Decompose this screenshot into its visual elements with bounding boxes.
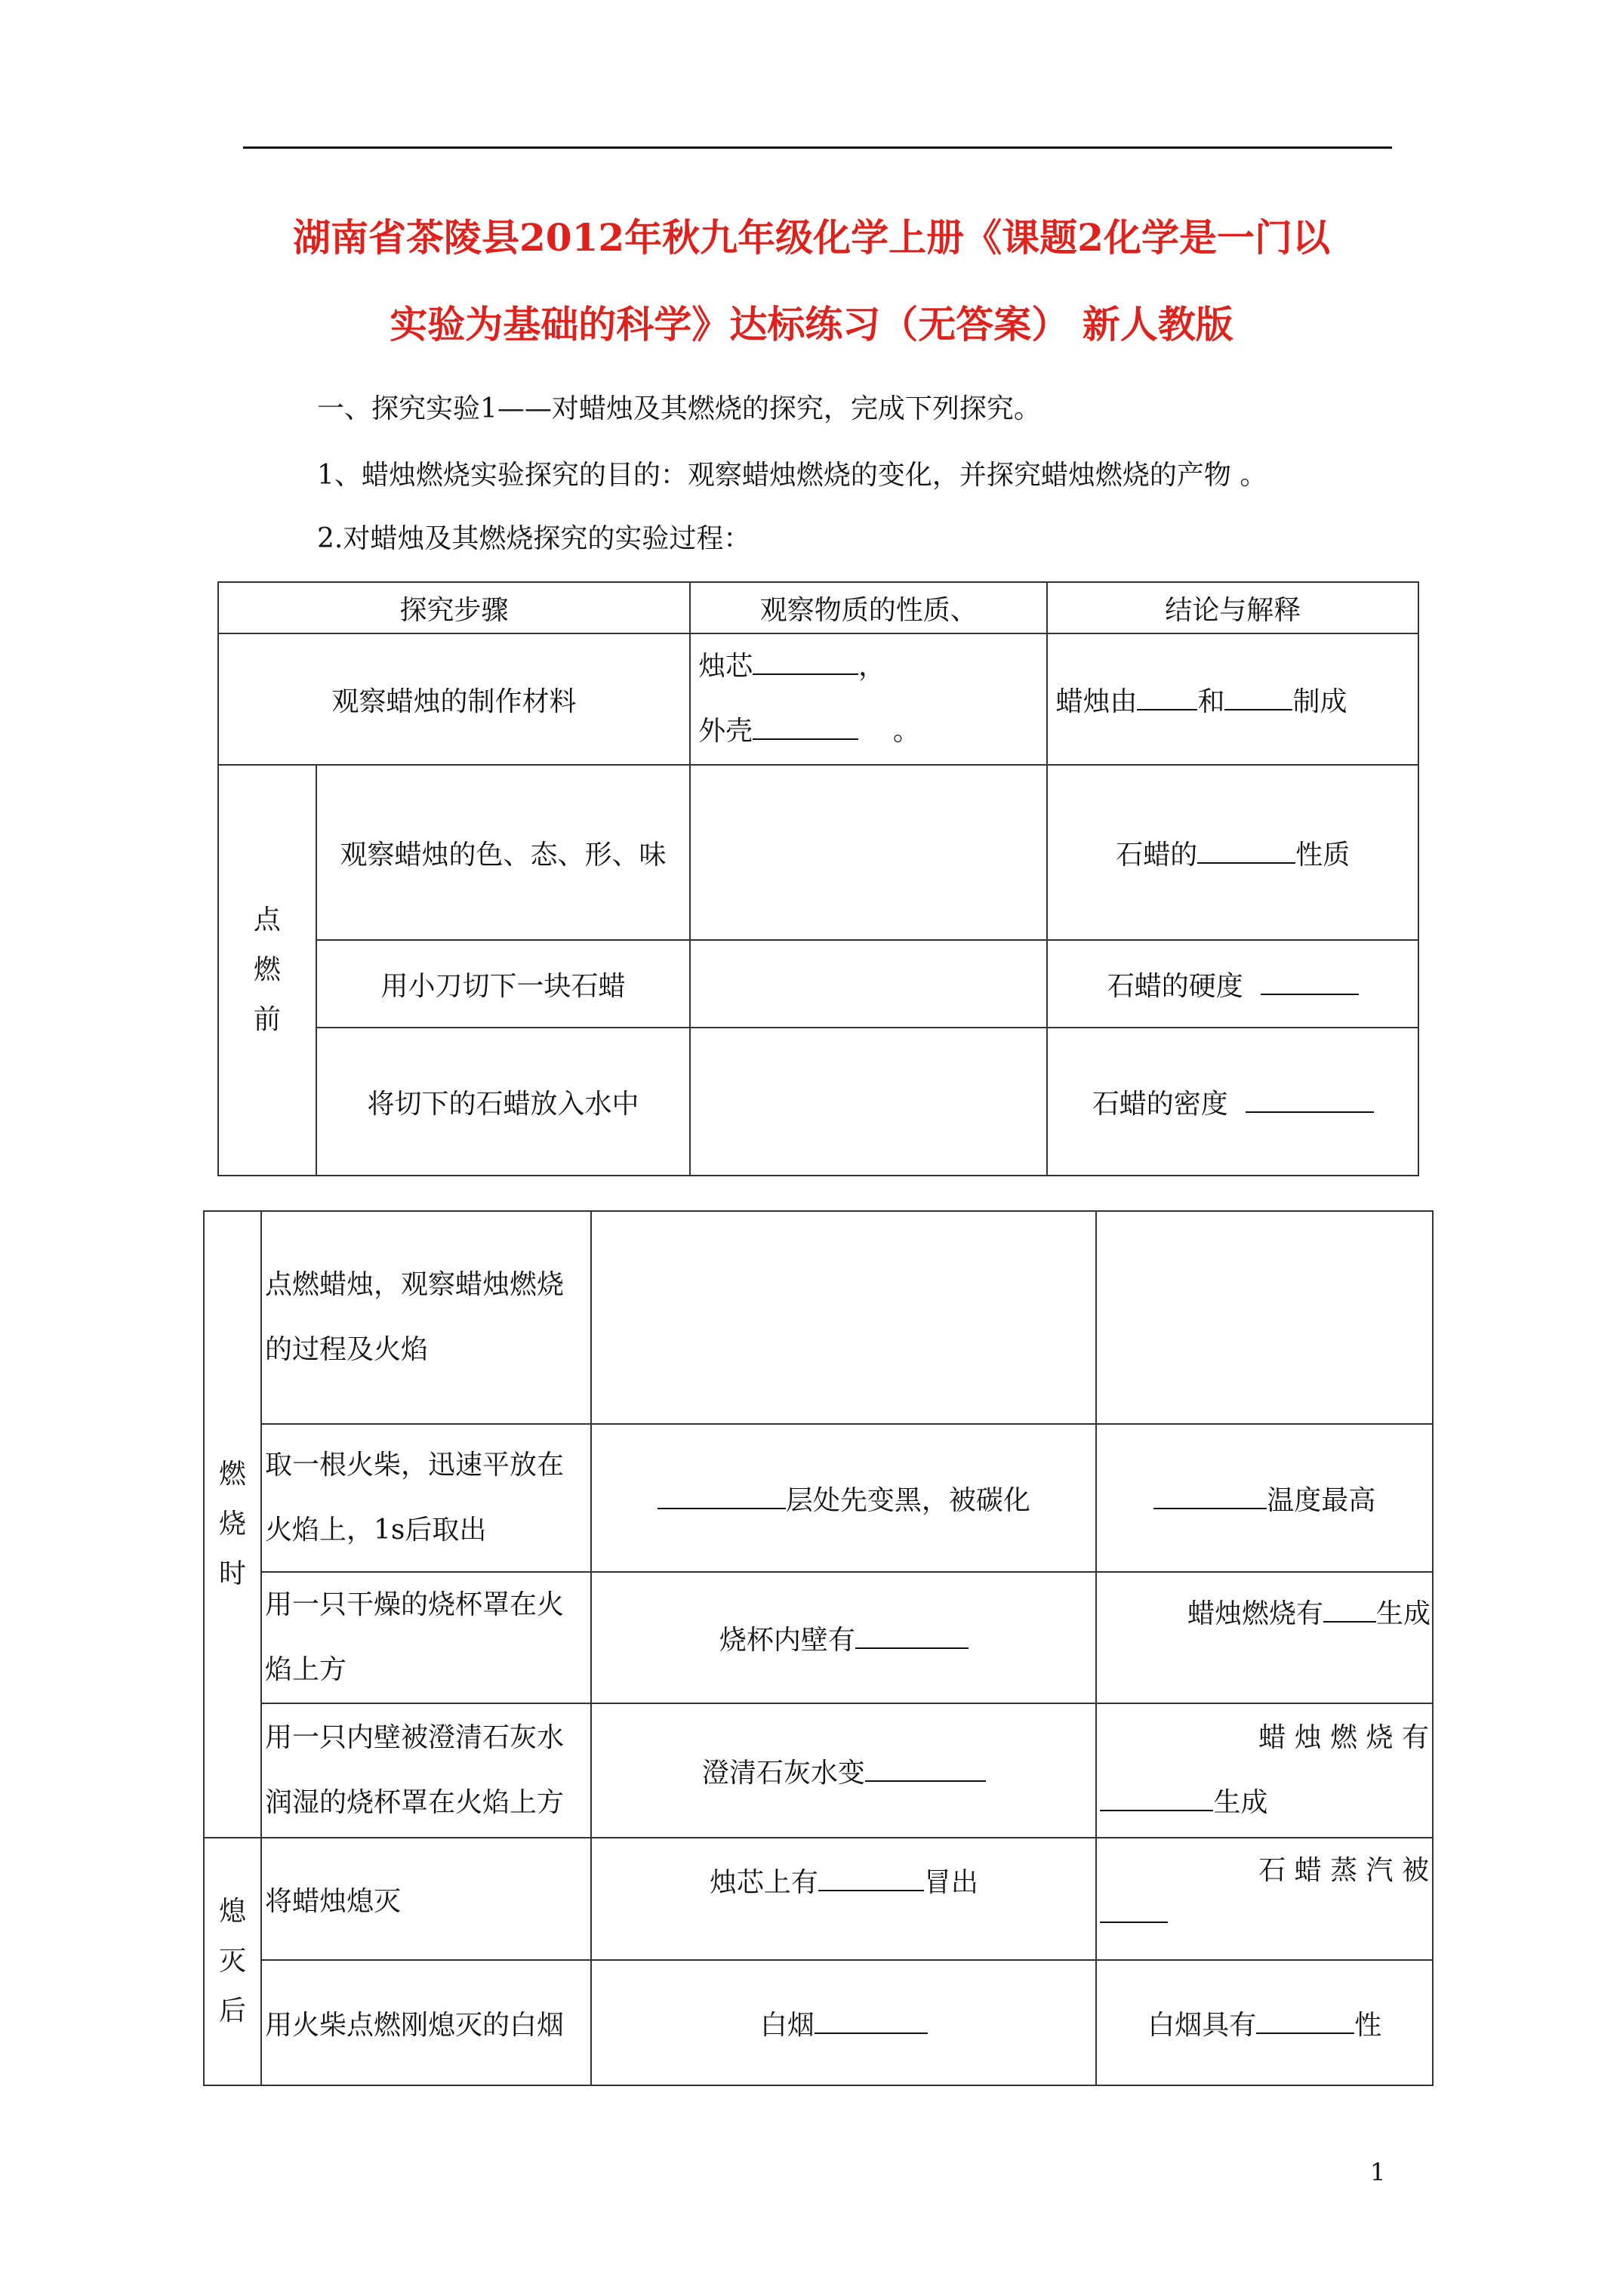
group-label-while-burning bbox=[204, 1211, 261, 1838]
concl-white-smoke bbox=[1096, 1960, 1433, 2085]
group-char: 燃 bbox=[253, 954, 281, 985]
obs-material bbox=[690, 633, 1047, 765]
concl-text: 温度最高 bbox=[1267, 1484, 1376, 1516]
concl-text: 蜡烛燃烧有 bbox=[1187, 1598, 1323, 1629]
obs-appearance[interactable] bbox=[690, 765, 1047, 940]
concl-text: 生成 bbox=[1213, 1787, 1268, 1818]
concl-density bbox=[1047, 1028, 1418, 1176]
table1-row-material bbox=[218, 633, 1418, 765]
concl-material bbox=[1047, 633, 1418, 765]
group-label-before-lighting bbox=[218, 765, 316, 1176]
concl-line: 蜡 烛 燃 烧 有 bbox=[1258, 1722, 1429, 1753]
answer-blank[interactable] bbox=[865, 1755, 986, 1782]
step-flame bbox=[261, 1211, 591, 1424]
answer-blank[interactable] bbox=[855, 1622, 969, 1649]
step-line: 润湿的烧杯罩在火焰上方 bbox=[264, 1787, 564, 1818]
concl-text: 性 bbox=[1354, 2009, 1382, 2041]
group-char: 前 bbox=[253, 1004, 281, 1035]
step-white-smoke: 用火柴点燃刚熄灭的白烟 bbox=[261, 1960, 591, 2085]
step-dry-beaker bbox=[261, 1572, 591, 1703]
concl-text: 生成 bbox=[1375, 1598, 1431, 1629]
concl-line: 石 蜡 蒸 汽 被 bbox=[1258, 1855, 1429, 1886]
group-label-after-extinguish bbox=[204, 1838, 261, 2085]
step-line: 焰上方 bbox=[264, 1654, 346, 1685]
header-steps: 探究步骤 bbox=[218, 582, 690, 633]
intro-paragraph-3: 2.对蜡烛及其燃烧探究的实验过程： bbox=[317, 523, 751, 554]
concl-flame[interactable] bbox=[1096, 1211, 1433, 1424]
group-char: 后 bbox=[218, 1996, 246, 2026]
step-density: 将切下的石蜡放入水中 bbox=[316, 1028, 690, 1176]
concl-text: 性质 bbox=[1295, 839, 1350, 871]
answer-blank[interactable] bbox=[753, 713, 858, 740]
obs-flame[interactable] bbox=[591, 1211, 1096, 1424]
obs-match bbox=[591, 1424, 1096, 1572]
obs-shell-label: 外壳 bbox=[698, 716, 753, 747]
step-line: 的过程及火焰 bbox=[264, 1334, 428, 1365]
concl-limewater bbox=[1096, 1703, 1433, 1838]
concl-appearance bbox=[1047, 765, 1418, 940]
obs-wick-line bbox=[698, 634, 1039, 699]
table1-row-appearance bbox=[218, 765, 1418, 940]
group-char: 熄 bbox=[218, 1896, 246, 1927]
table2-row-limewater bbox=[204, 1703, 1433, 1838]
intro-paragraph-1: 一、探究实验1——对蜡烛及其燃烧的探究，完成下列探究。 bbox=[317, 393, 1041, 424]
table1-row-density bbox=[218, 1028, 1418, 1176]
obs-shell-line bbox=[698, 699, 1039, 764]
table2-row-flame bbox=[204, 1211, 1433, 1424]
obs-wick-label: 烛芯 bbox=[698, 651, 753, 682]
page-number: 1 bbox=[1370, 2158, 1386, 2187]
step-line: 火焰上，1s后取出 bbox=[264, 1515, 487, 1546]
step-extinguish: 将蜡烛熄灭 bbox=[261, 1838, 591, 1960]
intro-paragraph-2: 1、蜡烛燃烧实验探究的目的：观察蜡烛燃烧的变化，并探究蜡烛燃烧的产物 。 bbox=[317, 460, 1267, 491]
answer-blank[interactable] bbox=[818, 1864, 924, 1891]
concl-dry-beaker bbox=[1096, 1572, 1433, 1703]
obs-text: 冒出 bbox=[923, 1867, 978, 1898]
obs-limewater bbox=[591, 1703, 1096, 1838]
concl-text: 石蜡的密度 bbox=[1092, 1088, 1228, 1120]
obs-text: 白烟 bbox=[759, 2009, 815, 2041]
experiment-table-2 bbox=[203, 1210, 1434, 2086]
answer-blank[interactable] bbox=[1100, 1784, 1213, 1811]
table2-row-extinguish bbox=[204, 1838, 1433, 1960]
table1-row-hardness bbox=[218, 940, 1418, 1028]
answer-blank[interactable] bbox=[1224, 683, 1292, 710]
answer-blank[interactable] bbox=[1261, 968, 1359, 995]
step-material: 观察蜡烛的制作材料 bbox=[218, 633, 690, 765]
obs-density[interactable] bbox=[690, 1028, 1047, 1176]
doc-title-line1: 湖南省茶陵县2012年秋九年级化学上册《课题2化学是一门以 bbox=[293, 215, 1330, 260]
obs-white-smoke bbox=[591, 1960, 1096, 2085]
step-line: 用一只内壁被澄清石灰水 bbox=[264, 1722, 564, 1753]
answer-blank[interactable] bbox=[1197, 837, 1295, 864]
group-char: 烧 bbox=[218, 1509, 246, 1539]
group-char: 时 bbox=[218, 1558, 246, 1589]
table2-row-dry-beaker bbox=[204, 1572, 1433, 1703]
header-conclusion: 结论与解释 bbox=[1047, 582, 1418, 633]
obs-dry-beaker bbox=[591, 1572, 1096, 1703]
group-char: 灭 bbox=[218, 1946, 246, 1977]
concl-text: 制成 bbox=[1292, 686, 1347, 717]
step-match bbox=[261, 1424, 591, 1572]
step-line: 点燃蜡烛，观察蜡烛燃烧 bbox=[264, 1269, 564, 1300]
answer-blank[interactable] bbox=[1137, 683, 1197, 710]
group-char: 燃 bbox=[218, 1459, 246, 1490]
concl-text: 石蜡的硬度 bbox=[1107, 970, 1243, 1002]
obs-text: 澄清石灰水变 bbox=[701, 1757, 865, 1789]
header-observation: 观察物质的性质、 bbox=[690, 582, 1047, 633]
step-limewater bbox=[261, 1703, 591, 1838]
obs-wick-end: ， bbox=[858, 651, 886, 682]
obs-shell-end: 。 bbox=[892, 716, 920, 747]
step-hardness: 用小刀切下一块石蜡 bbox=[316, 940, 690, 1028]
answer-blank[interactable] bbox=[658, 1482, 786, 1509]
concl-text: 蜡烛由 bbox=[1055, 686, 1138, 717]
table2-row-match bbox=[204, 1424, 1433, 1572]
obs-text: 烧杯内壁有 bbox=[719, 1624, 855, 1656]
obs-extinguish bbox=[591, 1838, 1096, 1960]
answer-blank[interactable] bbox=[1153, 1482, 1267, 1509]
answer-blank[interactable] bbox=[753, 648, 858, 675]
step-line: 用一只干燥的烧杯罩在火 bbox=[264, 1589, 564, 1620]
obs-text: 层处先变黑，被碳化 bbox=[785, 1484, 1030, 1516]
concl-extinguish bbox=[1096, 1838, 1433, 1960]
concl-match bbox=[1096, 1424, 1433, 1572]
concl-text: 石蜡的 bbox=[1116, 839, 1198, 871]
experiment-table-1 bbox=[217, 581, 1419, 1176]
table1-header-row bbox=[218, 582, 1418, 633]
group-char: 点 bbox=[253, 905, 281, 935]
header-rule bbox=[243, 146, 1392, 149]
doc-title-line2: 实验为基础的科学》达标练习（无答案） 新人教版 bbox=[390, 302, 1233, 347]
answer-blank[interactable] bbox=[1100, 1896, 1168, 1923]
answer-blank[interactable] bbox=[1256, 2007, 1354, 2034]
concl-hardness bbox=[1047, 940, 1418, 1028]
obs-hardness[interactable] bbox=[690, 940, 1047, 1028]
obs-text: 烛芯上有 bbox=[709, 1867, 818, 1898]
step-line: 取一根火柴，迅速平放在 bbox=[264, 1450, 564, 1481]
concl-text: 白烟具有 bbox=[1147, 2009, 1257, 2041]
answer-blank[interactable] bbox=[1323, 1595, 1376, 1623]
table2-row-white-smoke bbox=[204, 1960, 1433, 2085]
answer-blank[interactable] bbox=[1246, 1086, 1374, 1113]
concl-text: 和 bbox=[1197, 686, 1225, 717]
answer-blank[interactable] bbox=[815, 2007, 928, 2034]
step-appearance: 观察蜡烛的色、态、形、味 bbox=[316, 765, 690, 940]
